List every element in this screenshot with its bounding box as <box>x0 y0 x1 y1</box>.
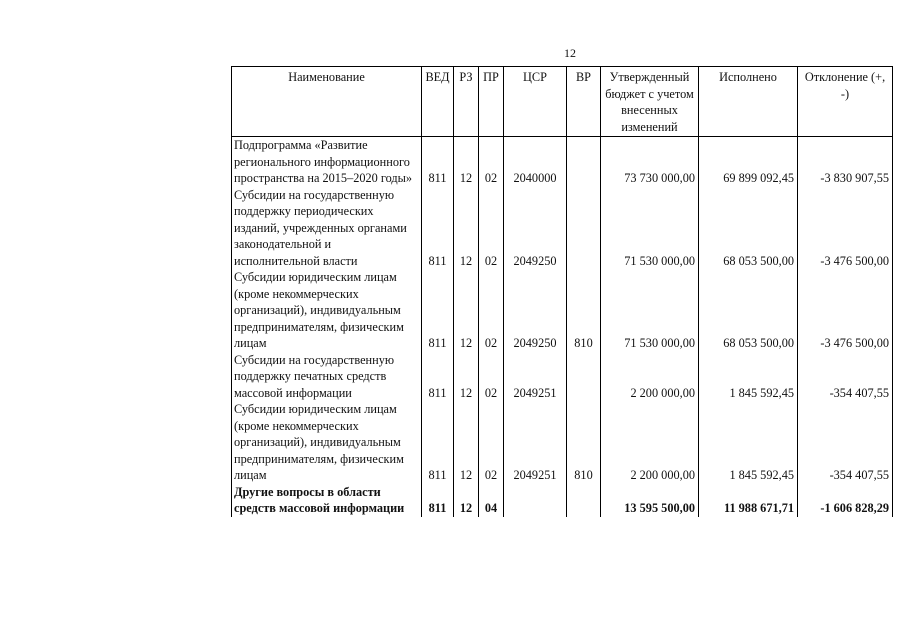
cell-deviation: -3 830 907,55 <box>798 137 893 187</box>
cell-csr: 2049250 <box>504 187 567 270</box>
cell-executed: 68 053 500,00 <box>699 269 798 352</box>
cell-approved: 71 530 000,00 <box>601 269 699 352</box>
cell-approved: 2 200 000,00 <box>601 401 699 484</box>
cell-name: Другие вопросы в области средств массовой информации <box>232 484 422 517</box>
cell-name: Подпрограмма «Развитие регионального информационного пространства на 2015–2020 годы» <box>232 137 422 187</box>
cell-deviation: -354 407,55 <box>798 401 893 484</box>
header-csr: ЦСР <box>504 67 567 137</box>
cell-vr <box>567 484 601 517</box>
cell-vr <box>567 352 601 402</box>
cell-ved: 811 <box>422 484 454 517</box>
cell-vr <box>567 137 601 187</box>
cell-approved: 71 530 000,00 <box>601 187 699 270</box>
cell-csr: 2049251 <box>504 352 567 402</box>
cell-csr: 2040000 <box>504 137 567 187</box>
cell-ved: 811 <box>422 352 454 402</box>
cell-deviation: -3 476 500,00 <box>798 269 893 352</box>
cell-csr <box>504 484 567 517</box>
table-row <box>232 137 893 187</box>
cell-deviation: -354 407,55 <box>798 352 893 402</box>
cell-vr: 810 <box>567 269 601 352</box>
cell-rz: 12 <box>454 484 479 517</box>
cell-rz: 12 <box>454 352 479 402</box>
cell-name: Субсидии на государственную поддержку печатных средств массовой информации <box>232 352 422 402</box>
cell-executed: 69 899 092,45 <box>699 137 798 187</box>
cell-rz: 12 <box>454 401 479 484</box>
cell-vr <box>567 187 601 270</box>
header-executed: Исполнено <box>699 67 798 137</box>
header-vr: ВР <box>567 67 601 137</box>
budget-table <box>231 66 893 517</box>
cell-approved: 73 730 000,00 <box>601 137 699 187</box>
table-row-total <box>232 484 893 517</box>
cell-rz: 12 <box>454 137 479 187</box>
page-number: 12 <box>564 46 576 60</box>
cell-pr: 02 <box>479 352 504 402</box>
header-name: Наименование <box>232 67 422 137</box>
cell-name: Субсидии на государственную поддержку периодических изданий, учрежденных органами законодательной и исполнительной власти <box>232 187 422 270</box>
cell-ved: 811 <box>422 269 454 352</box>
table-header-row <box>232 67 893 137</box>
cell-pr: 04 <box>479 484 504 517</box>
cell-ved: 811 <box>422 401 454 484</box>
cell-pr: 02 <box>479 187 504 270</box>
cell-deviation: -1 606 828,29 <box>798 484 893 517</box>
cell-name: Субсидии юридическим лицам (кроме некоммерческих организаций), индивидуальным предпринимателям, физическим лицам <box>232 401 422 484</box>
cell-pr: 02 <box>479 401 504 484</box>
cell-csr: 2049250 <box>504 269 567 352</box>
header-pr: ПР <box>479 67 504 137</box>
header-ved: ВЕД <box>422 67 454 137</box>
table-row <box>232 352 893 402</box>
table-row <box>232 187 893 270</box>
header-approved: Утвержденный бюджет с учетом внесенных изменений <box>601 67 699 137</box>
cell-deviation: -3 476 500,00 <box>798 187 893 270</box>
cell-ved: 811 <box>422 137 454 187</box>
table-row <box>232 269 893 352</box>
cell-rz: 12 <box>454 269 479 352</box>
cell-ved: 811 <box>422 187 454 270</box>
header-deviation: Отклонение (+, -) <box>798 67 893 137</box>
header-rz: РЗ <box>454 67 479 137</box>
cell-executed: 1 845 592,45 <box>699 352 798 402</box>
cell-approved: 2 200 000,00 <box>601 352 699 402</box>
cell-pr: 02 <box>479 137 504 187</box>
cell-name: Субсидии юридическим лицам (кроме некоммерческих организаций), индивидуальным предпринимателям, физическим лицам <box>232 269 422 352</box>
cell-rz: 12 <box>454 187 479 270</box>
cell-vr: 810 <box>567 401 601 484</box>
cell-pr: 02 <box>479 269 504 352</box>
table-row <box>232 401 893 484</box>
cell-csr: 2049251 <box>504 401 567 484</box>
cell-executed: 11 988 671,71 <box>699 484 798 517</box>
cell-approved: 13 595 500,00 <box>601 484 699 517</box>
cell-executed: 1 845 592,45 <box>699 401 798 484</box>
cell-executed: 68 053 500,00 <box>699 187 798 270</box>
